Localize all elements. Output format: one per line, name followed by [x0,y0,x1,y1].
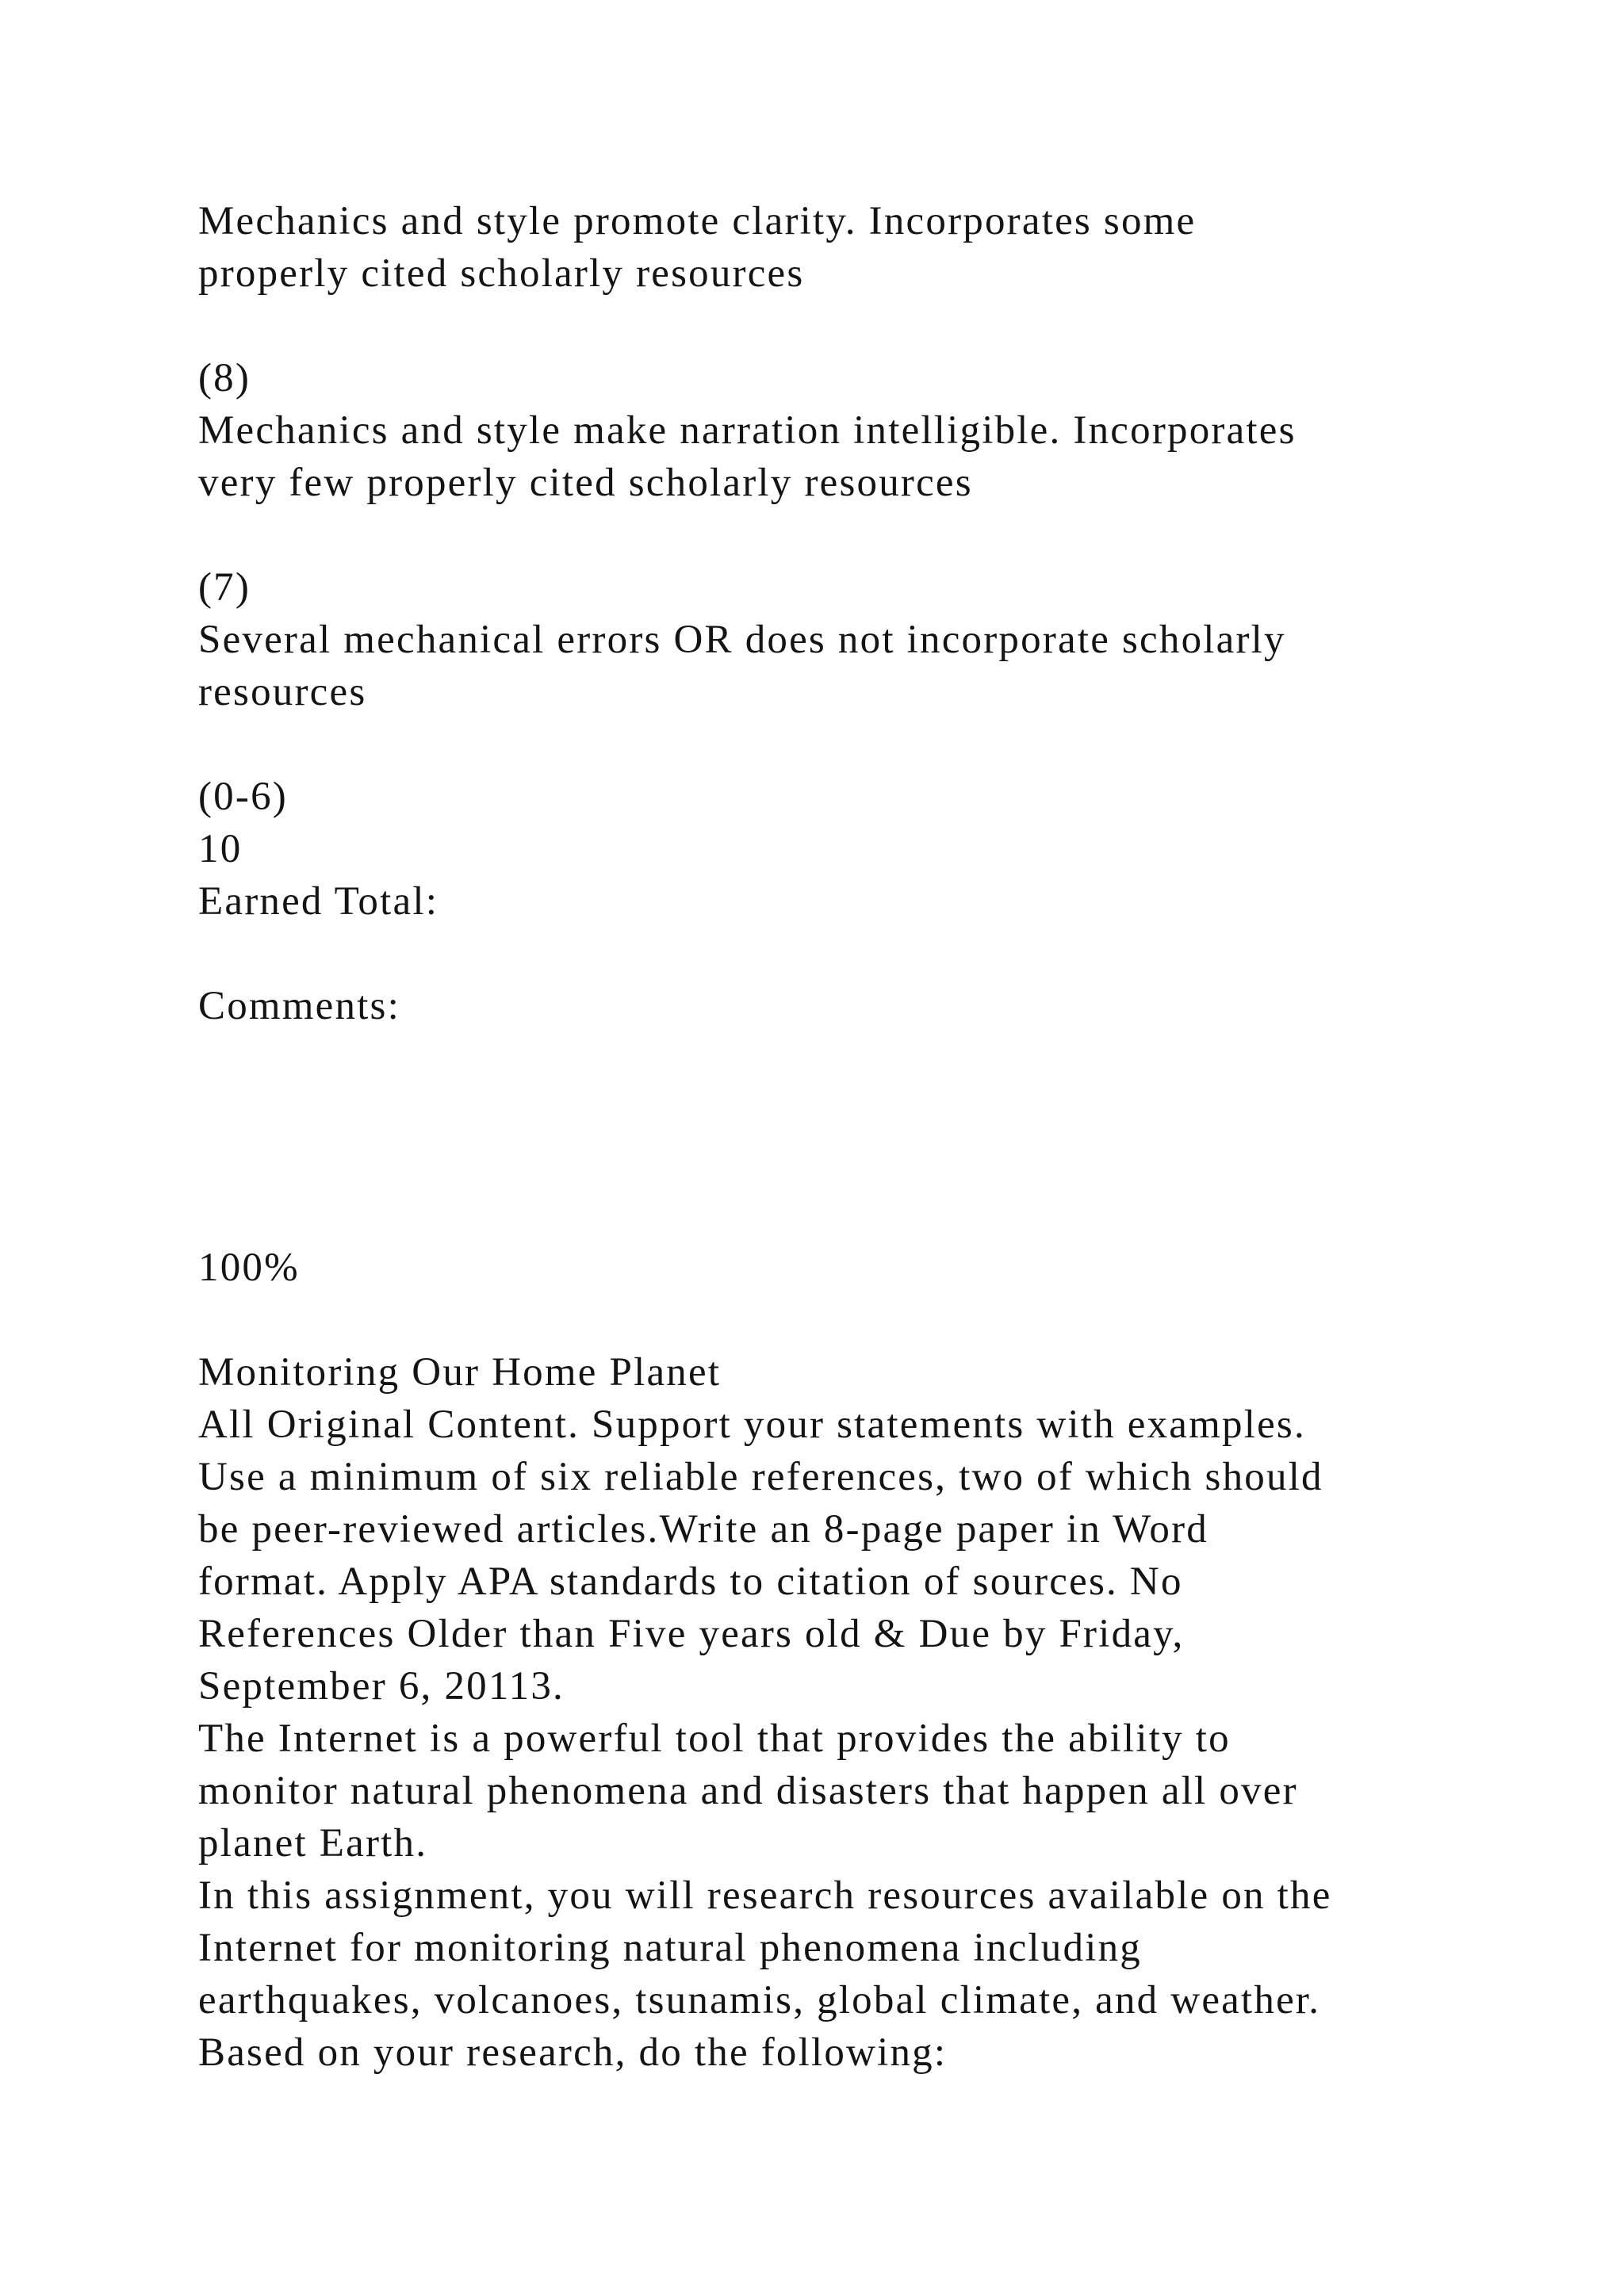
blank-line [198,718,1483,771]
blank-comments-area [198,1032,1483,1242]
score-label: (0-6) [198,775,288,819]
points-value: 10 [198,827,243,871]
text-line: Internet for monitoring natural phenomena including [198,1926,1142,1970]
comments-label: Comments: [198,984,400,1028]
blank-line [198,300,1483,352]
text-line: resources [198,670,367,714]
text-line: format. Apply APA standards to citation of sources. No [198,1559,1183,1604]
text-line: The Internet is a powerful tool that provides the ability to [198,1716,1231,1761]
text-line: Several mechanical errors OR does not incorporate scholarly [198,618,1286,662]
text-line: Mechanics and style make narration intelligible. Incorporates [198,408,1297,453]
percent-total: 100% [198,1246,300,1290]
text-line: be peer-reviewed articles.Write an 8-page paper in Word [198,1507,1208,1552]
text-line: References Older than Five years old & Due by Friday, [198,1612,1185,1656]
text-line: very few properly cited scholarly resources [198,461,973,505]
document-body [198,195,1483,2079]
blank-line [198,928,1483,980]
score-label: (8) [198,356,251,400]
text-line: planet Earth. [198,1821,428,1866]
text-line: monitor natural phenomena and disasters that happen all over [198,1769,1298,1813]
blank-line [198,509,1483,561]
text-line: Use a minimum of six reliable references, two of which should [198,1455,1323,1499]
text-line: In this assignment, you will research resources available on the [198,1873,1332,1918]
text-line: Based on your research, do the following: [198,2030,948,2075]
text-line: earthquakes, volcanoes, tsunamis, global climate, and weather. [198,1978,1321,2022]
text-line: All Original Content. Support your statements with examples. [198,1402,1306,1447]
text-line: September 6, 20113. [198,1664,565,1709]
text-line: Mechanics and style promote clarity. Incorporates some [198,199,1197,243]
blank-line [198,1294,1483,1346]
score-label: (7) [198,565,251,610]
text-line: properly cited scholarly resources [198,251,805,296]
assignment-title: Monitoring Our Home Planet [198,1350,722,1395]
earned-total-label: Earned Total: [198,879,439,924]
